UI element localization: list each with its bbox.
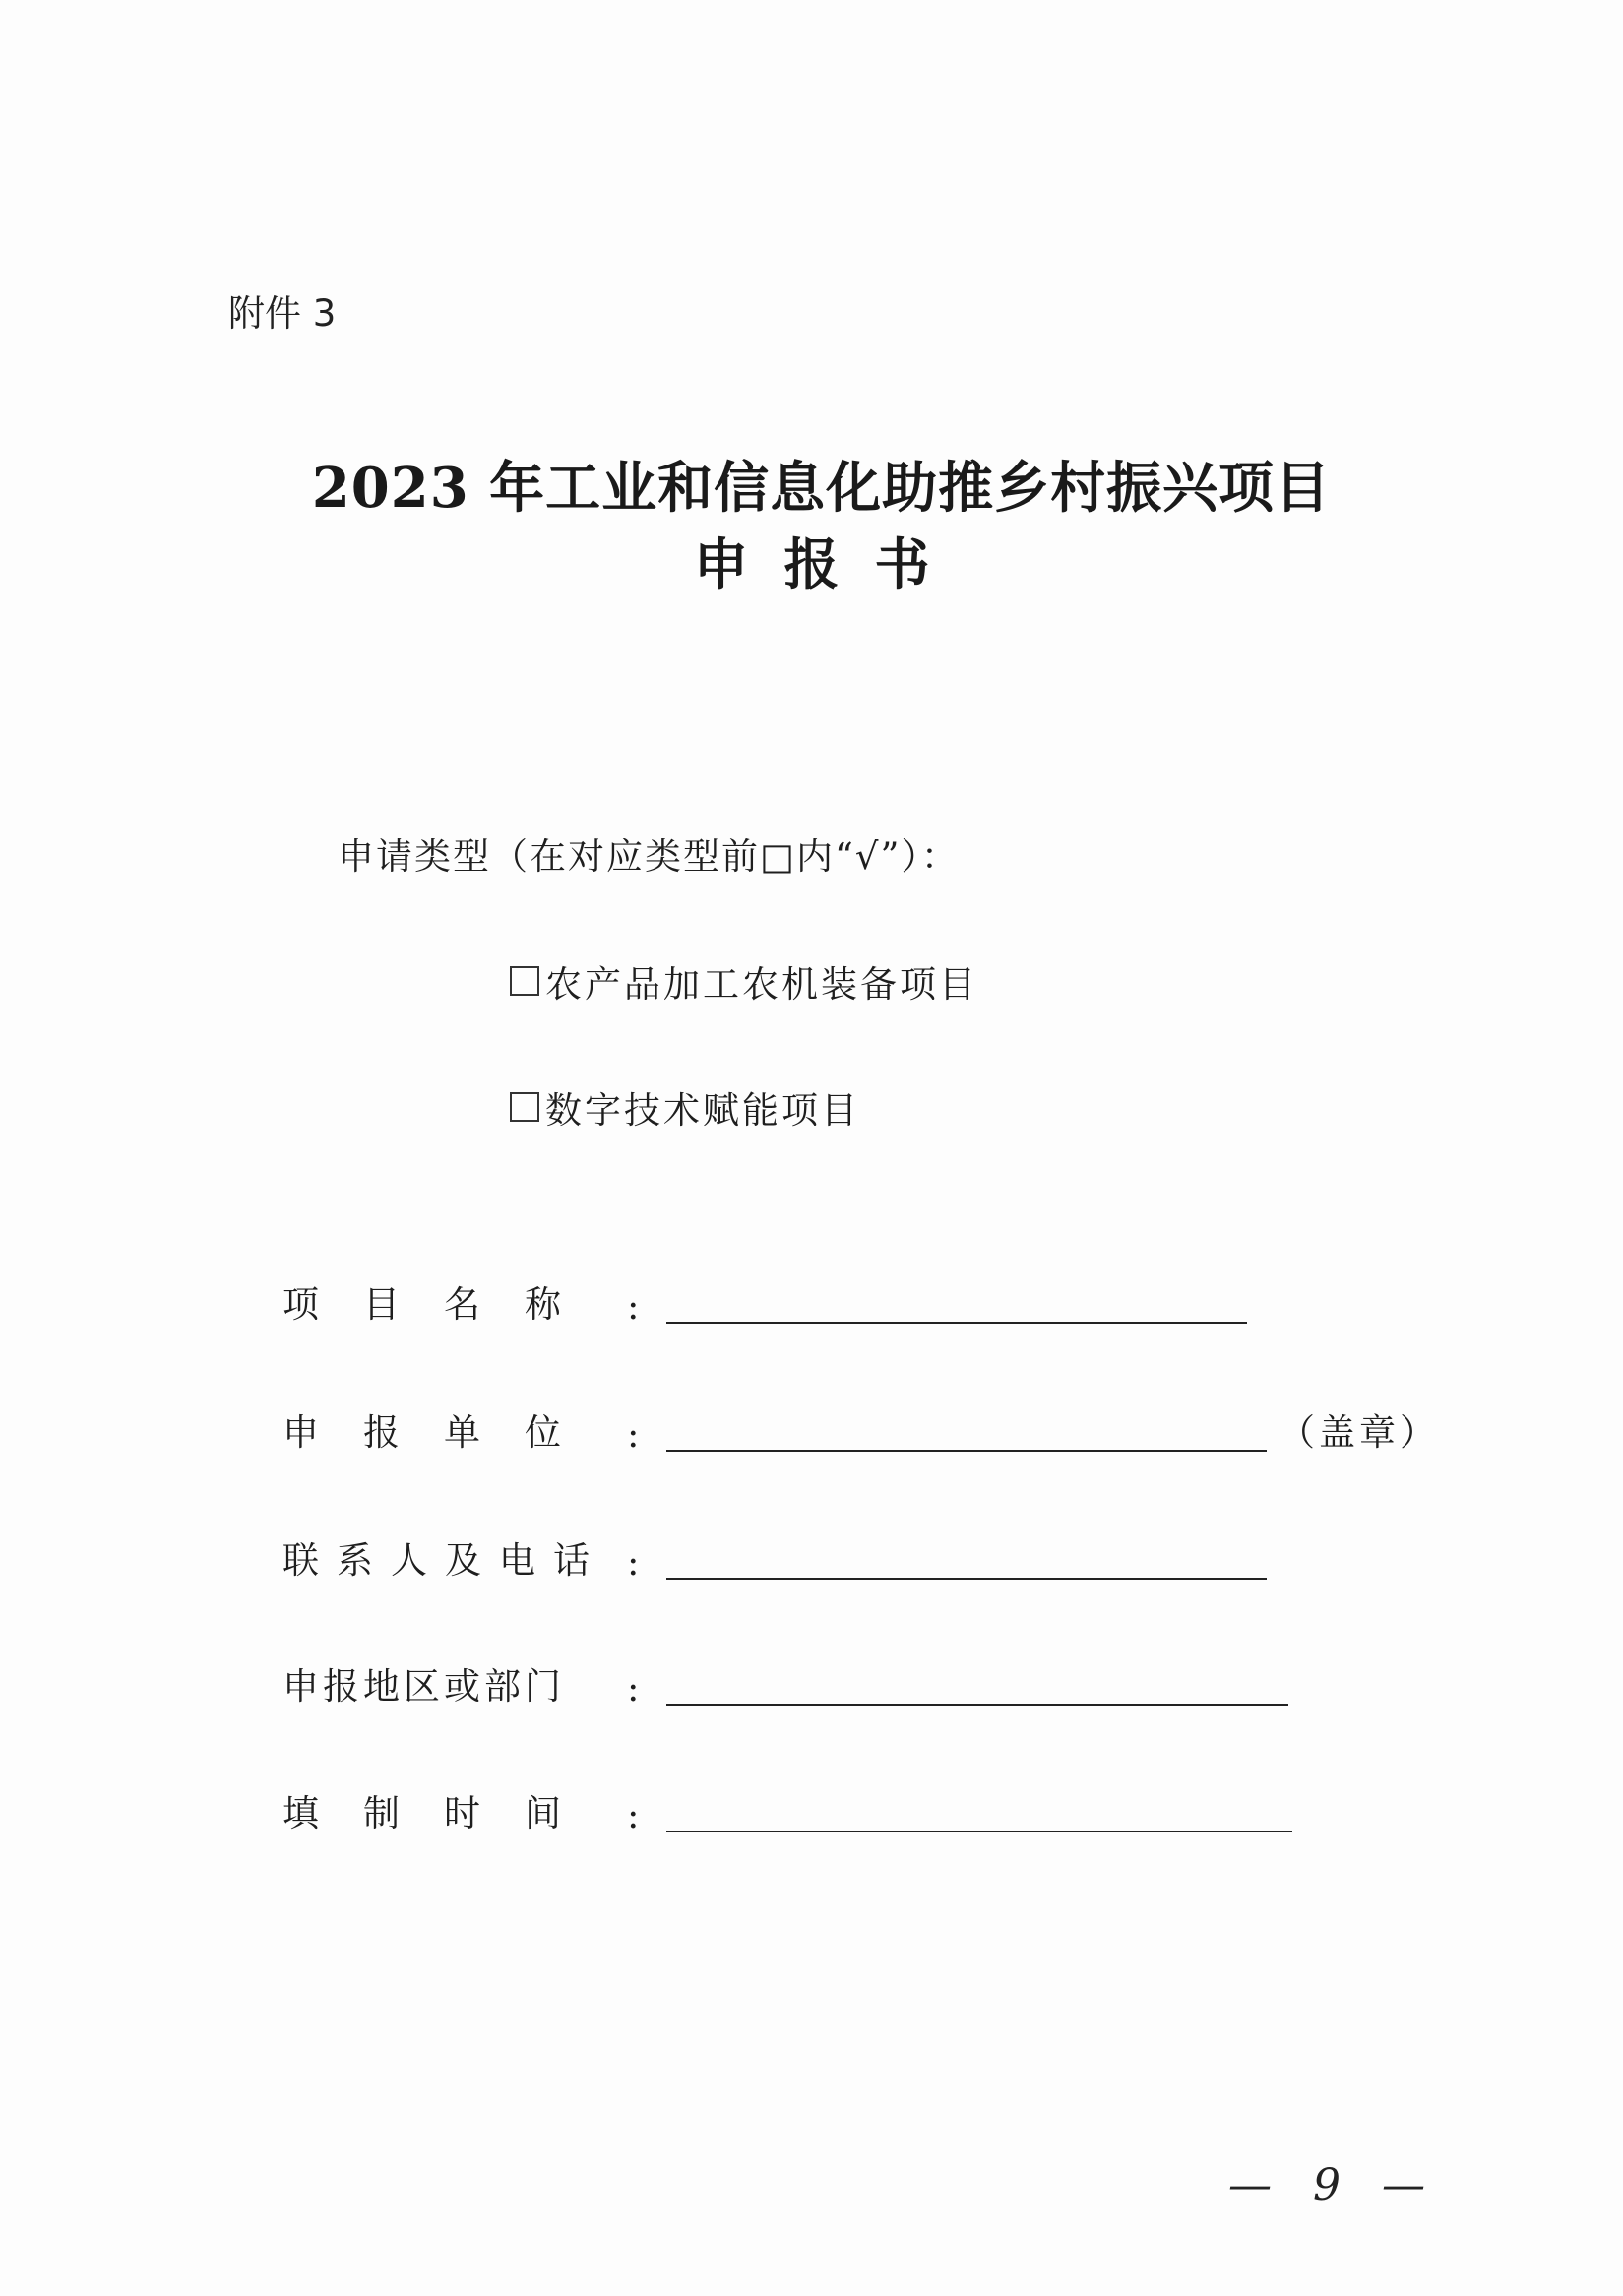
option-agri-processing[interactable] [510,955,978,1008]
field-colon: : [627,1541,640,1583]
option-digital-tech[interactable] [510,1081,860,1134]
document-title: 2023 年工业和信息化助推乡村振兴项目 [311,456,1332,521]
region-input[interactable] [666,1674,1288,1706]
checkbox-agri-processing[interactable] [510,966,539,996]
field-fill-date [282,1783,1292,1836]
document-subtitle: 申报书 [693,532,966,597]
checkbox-digital-tech[interactable] [510,1092,539,1122]
field-label: 联系人及电话 [282,1539,607,1582]
attachment-label: 附件 3 [228,292,337,335]
field-label: 申报地区或部门 [282,1665,565,1707]
field-applicant-unit [282,1402,1440,1456]
field-colon: : [627,1413,640,1456]
field-colon: : [627,1285,640,1328]
application-type-prompt: 申请类型（在对应类型前□内“√”）： [338,836,960,878]
field-label: 填制时间 [282,1792,605,1834]
field-label: 项目名称 [282,1283,605,1326]
field-colon: : [627,1667,640,1709]
project-name-input[interactable] [666,1292,1247,1324]
fill-date-input[interactable] [666,1801,1292,1832]
contact-input[interactable] [666,1548,1267,1580]
option-label: 农产品加工农机装备项目 [545,963,978,1006]
seal-note: （盖章） [1279,1411,1440,1454]
field-label: 申报单位 [282,1411,605,1454]
field-colon: : [627,1794,640,1836]
page-number: — 9 — [1228,2160,1439,2210]
applicant-unit-input[interactable] [666,1420,1267,1452]
field-region [282,1656,1288,1709]
field-contact [282,1530,1267,1583]
option-label: 数字技术赋能项目 [545,1089,860,1132]
field-project-name [282,1274,1247,1328]
